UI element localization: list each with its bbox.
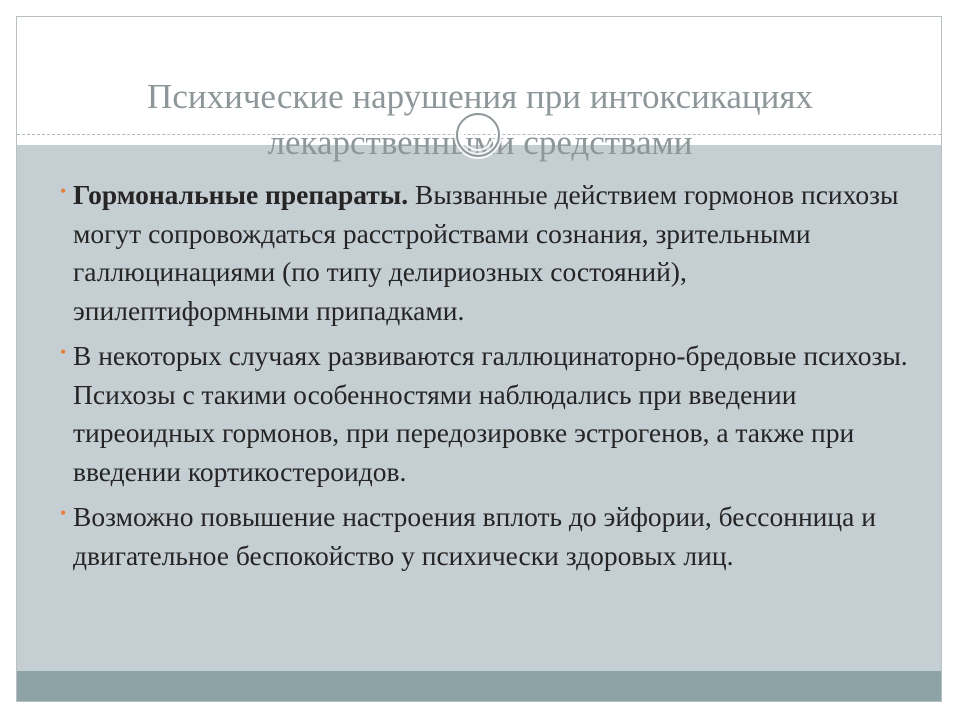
bullet-item-psychoses <box>60 337 920 491</box>
bullet-item-hormonal <box>60 176 920 330</box>
bullet-item-euphoria <box>60 498 920 575</box>
slide-body <box>60 176 920 582</box>
slide-title: Психические нарушения при интоксикациях лекарственными средствами <box>147 77 813 162</box>
bullet-text: Возможно повышение настроения вплоть до эйфории, бессонница и двигательное беспокойство у психически здоровых лиц. <box>73 501 876 571</box>
bullet-heading: Гормональные препараты. <box>73 179 409 210</box>
bullet-text: Вызванные действием гормонов психозы могут сопровождаться расстройствами сознания, зрительными галлюцинациями (по типу делириозных состояний), эпилептиформными припадками. <box>73 179 899 326</box>
bullet-marker: • <box>60 342 67 362</box>
bullet-marker: • <box>60 503 67 523</box>
bottom-bar <box>17 671 941 701</box>
bullet-marker: • <box>60 181 67 201</box>
bullet-text: В некоторых случаях развиваются галлюцинаторно-бредовые психозы. Психозы с такими особенностями наблюдались при введении тиреоидных гормонов, при передозировке эстрогенов, а также при введении кортикостероидов. <box>73 340 908 487</box>
